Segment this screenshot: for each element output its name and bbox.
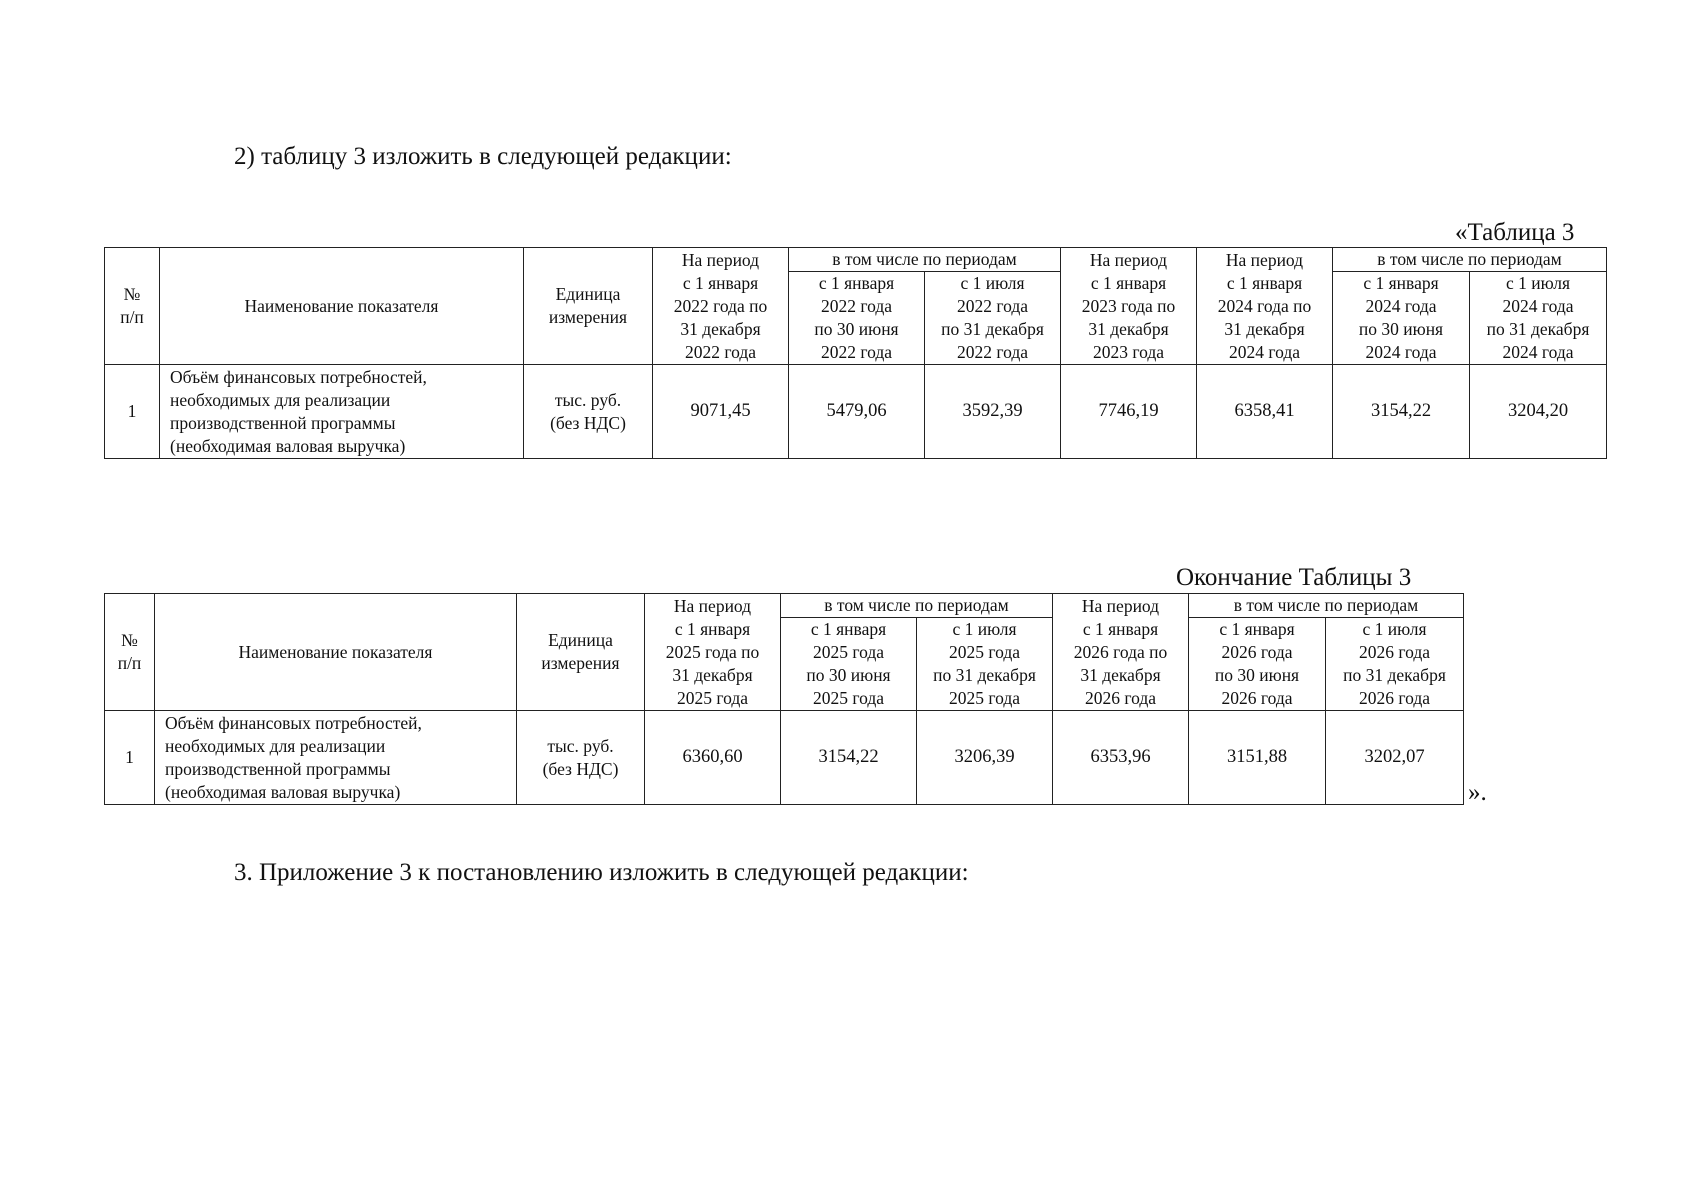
header-h2-2026: с 1 июля 2026 года по 31 декабря 2026 года (1326, 618, 1464, 711)
header-period-2022: На период с 1 января 2022 года по 31 декабря 2022 года (653, 248, 789, 365)
value-cell: 3204,20 (1470, 365, 1607, 459)
header-unit: Единица измерения (517, 594, 645, 711)
header-name: Наименование показателя (155, 594, 517, 711)
header-num: № п/п (105, 594, 155, 711)
header-h2-2024: с 1 июля 2024 года по 31 декабря 2024 года (1470, 272, 1607, 365)
row-num: 1 (105, 711, 155, 805)
header-group-2022: в том числе по периодам (789, 248, 1061, 272)
value-cell: 6358,41 (1197, 365, 1333, 459)
header-h1-2024: с 1 января 2024 года по 30 июня 2024 года (1333, 272, 1470, 365)
value-cell: 7746,19 (1061, 365, 1197, 459)
value-cell: 3154,22 (1333, 365, 1470, 459)
table-row (105, 711, 1464, 805)
header-num: № п/п (105, 248, 160, 365)
header-h1-2026: с 1 января 2026 года по 30 июня 2026 года (1189, 618, 1326, 711)
header-h1-2025: с 1 января 2025 года по 30 июня 2025 года (781, 618, 917, 711)
value-cell: 3206,39 (917, 711, 1053, 805)
table1-caption: «Таблица 3 (1455, 219, 1575, 246)
row-name: Объём финансовых потребностей, необходимых для реализации производственной программы (необходимая валовая выручка) (155, 711, 517, 805)
paragraph-appendix3: 3. Приложение 3 к постановлению изложить в следующей редакции: (234, 859, 969, 886)
row-num: 1 (105, 365, 160, 459)
closing-quote: ». (1468, 779, 1487, 806)
value-cell: 6353,96 (1053, 711, 1189, 805)
header-h2-2022: с 1 июля 2022 года по 31 декабря 2022 года (925, 272, 1061, 365)
header-period-2025: На период с 1 января 2025 года по 31 декабря 2025 года (645, 594, 781, 711)
row-unit: тыс. руб. (без НДС) (517, 711, 645, 805)
header-unit: Единица измерения (524, 248, 653, 365)
table1 (104, 247, 1607, 459)
header-h2-2025: с 1 июля 2025 года по 31 декабря 2025 года (917, 618, 1053, 711)
value-cell: 3154,22 (781, 711, 917, 805)
table2 (104, 593, 1464, 805)
table-row (105, 365, 1607, 459)
header-period-2024: На период с 1 января 2024 года по 31 декабря 2024 года (1197, 248, 1333, 365)
header-group-2026: в том числе по периодам (1189, 594, 1464, 618)
paragraph-table3-intro: 2) таблицу 3 изложить в следующей редакции: (234, 143, 732, 170)
header-group-2024: в том числе по периодам (1333, 248, 1607, 272)
header-group-2025: в том числе по периодам (781, 594, 1053, 618)
value-cell: 6360,60 (645, 711, 781, 805)
value-cell: 3202,07 (1326, 711, 1464, 805)
header-period-2023: На период с 1 января 2023 года по 31 декабря 2023 года (1061, 248, 1197, 365)
value-cell: 3592,39 (925, 365, 1061, 459)
table2-caption: Окончание Таблицы 3 (1176, 564, 1412, 591)
row-unit: тыс. руб. (без НДС) (524, 365, 653, 459)
value-cell: 9071,45 (653, 365, 789, 459)
value-cell: 5479,06 (789, 365, 925, 459)
header-name: Наименование показателя (160, 248, 524, 365)
header-h1-2022: с 1 января 2022 года по 30 июня 2022 года (789, 272, 925, 365)
row-name: Объём финансовых потребностей, необходимых для реализации производственной программы (необходимая валовая выручка) (160, 365, 524, 459)
value-cell: 3151,88 (1189, 711, 1326, 805)
header-period-2026: На период с 1 января 2026 года по 31 декабря 2026 года (1053, 594, 1189, 711)
